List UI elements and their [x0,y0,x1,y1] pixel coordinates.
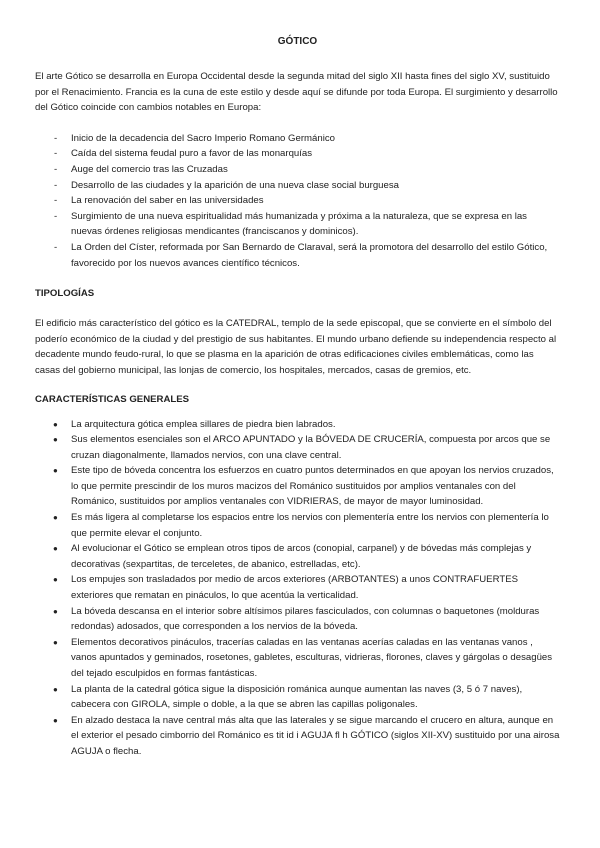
list-item: ● Es más ligera al completarse los espacios entre los nervios con plementería entre los nervios con plementería lo que permite elevar el conjunto. [35,510,560,541]
list-item: - La Orden del Císter, reformada por San Bernardo de Claraval, será la promotora del desarrollo del estilo Gótico, favorecido por los nuevos avances científico técnicos. [35,240,560,271]
document-title: GÓTICO [277,36,318,47]
tipologias-paragraph: El edificio más característico del gótico es la CATEDRAL, templo de la sede episcopal, que se convierte en el símbolo del poderío económico de la ciudad y del prestigio de sus habitantes. El mundo urbano defiende su independencia respecto al decadente mundo feudo-rural, lo que se plasma en la aparición de otras edificaciones civiles emblemáticas, como las casas del gobierno municipal, las lonjas de comercio, los hospitales, mercados, casas de gremios, etc. [35,318,557,376]
document-page [35,30,560,760]
list-item: - Surgimiento de una nueva espiritualidad más humanizada y próxima a la naturaleza, que se expresa en las nuevas órdenes religiosas mendicantes (franciscanos y dominicos). [35,209,560,240]
list-item: - Inicio de la decadencia del Sacro Imperio Romano Germánico [35,131,560,147]
list-item: ● Los empujes son trasladados por medio de arcos exteriores (ARBOTANTES) a unos CONTRAFUERTES exteriores que rematan en pináculos, lo que acentúa la verticalidad. [35,572,560,603]
list-item: ● Elementos decorativos pináculos, tracerías caladas en las ventanas acerías caladas en las ventanas vanos , vanos apuntados y geminados, rosetones, gabletes, esculturas, vidrieras, florones, claves y gárgolas o desagües del tejado esculpidos en formas fantásticas. [35,635,560,682]
tipologias-heading: TIPOLOGÍAS [35,288,95,300]
list-item: - La renovación del saber en las universidades [35,193,560,209]
list-item: - Desarrollo de las ciudades y la aparición de una nueva clase social burguesa [35,178,560,194]
context-list [35,131,560,271]
list-item: ● La bóveda descansa en el interior sobre altísimos pilares fasciculados, con columnas o baquetones (molduras redondas) adosados, que corresponden a los nervios de la bóveda. [35,604,560,635]
list-item: ● La arquitectura gótica emplea sillares de piedra bien labrados. [35,417,560,433]
list-item: ● Sus elementos esenciales son el ARCO APUNTADO y la BÓVEDA DE CRUCERÍA, compuesta por arcos que se cruzan diagonalmente, llamados nervios, con una clave central. [35,432,560,463]
list-item: - Auge del comercio tras las Cruzadas [35,162,560,178]
list-item: ● Este tipo de bóveda concentra los esfuerzos en cuatro puntos determinados en que apoyan los nervios cruzados, lo que permite prescindir de los muros macizos del Románico sustituidos por amplios ventanales con del Románico, sustituidos por amplios ventanales con VIDRIERAS, de mayor de mayor luminosidad. [35,463,560,510]
list-item: ● En alzado destaca la nave central más alta que las laterales y se sigue marcando el crucero en altura, aunque en el exterior el pesado cimborrio del Románico es tit id i AGUJA fl h GÓTICO (siglos XII-XV) sustituido por una airosa AGUJA o flecha. [35,713,560,760]
caracteristicas-heading: CARACTERÍSTICAS GENERALES [35,393,190,405]
list-item: ● Al evolucionar el Gótico se emplean otros tipos de arcos (conopial, carpanel) y de bóvedas más complejas y decorativas (sexpartitas, de terceletes, de abanico, estrelladas, etc). [35,541,560,572]
list-item: - Caída del sistema feudal puro a favor de las monarquías [35,146,560,162]
intro-paragraph: El arte Gótico se desarrolla en Europa Occidental desde la segunda mitad del siglo XII hasta fines del siglo XV, sustituido por el Renacimiento. Francia es la cuna de este estilo y desde aquí se difunde por toda Europa. El surgimiento y desarrollo del Gótico coincide con cambios notables en Europa: [35,71,558,114]
list-item: ● La planta de la catedral gótica sigue la disposición románica aunque aumentan las naves (3, 5 ó 7 naves), cabecera con GIROLA, simple o doble, a la que se abren las capillas poligonales. [35,682,560,713]
caracteristicas-list [35,417,560,760]
